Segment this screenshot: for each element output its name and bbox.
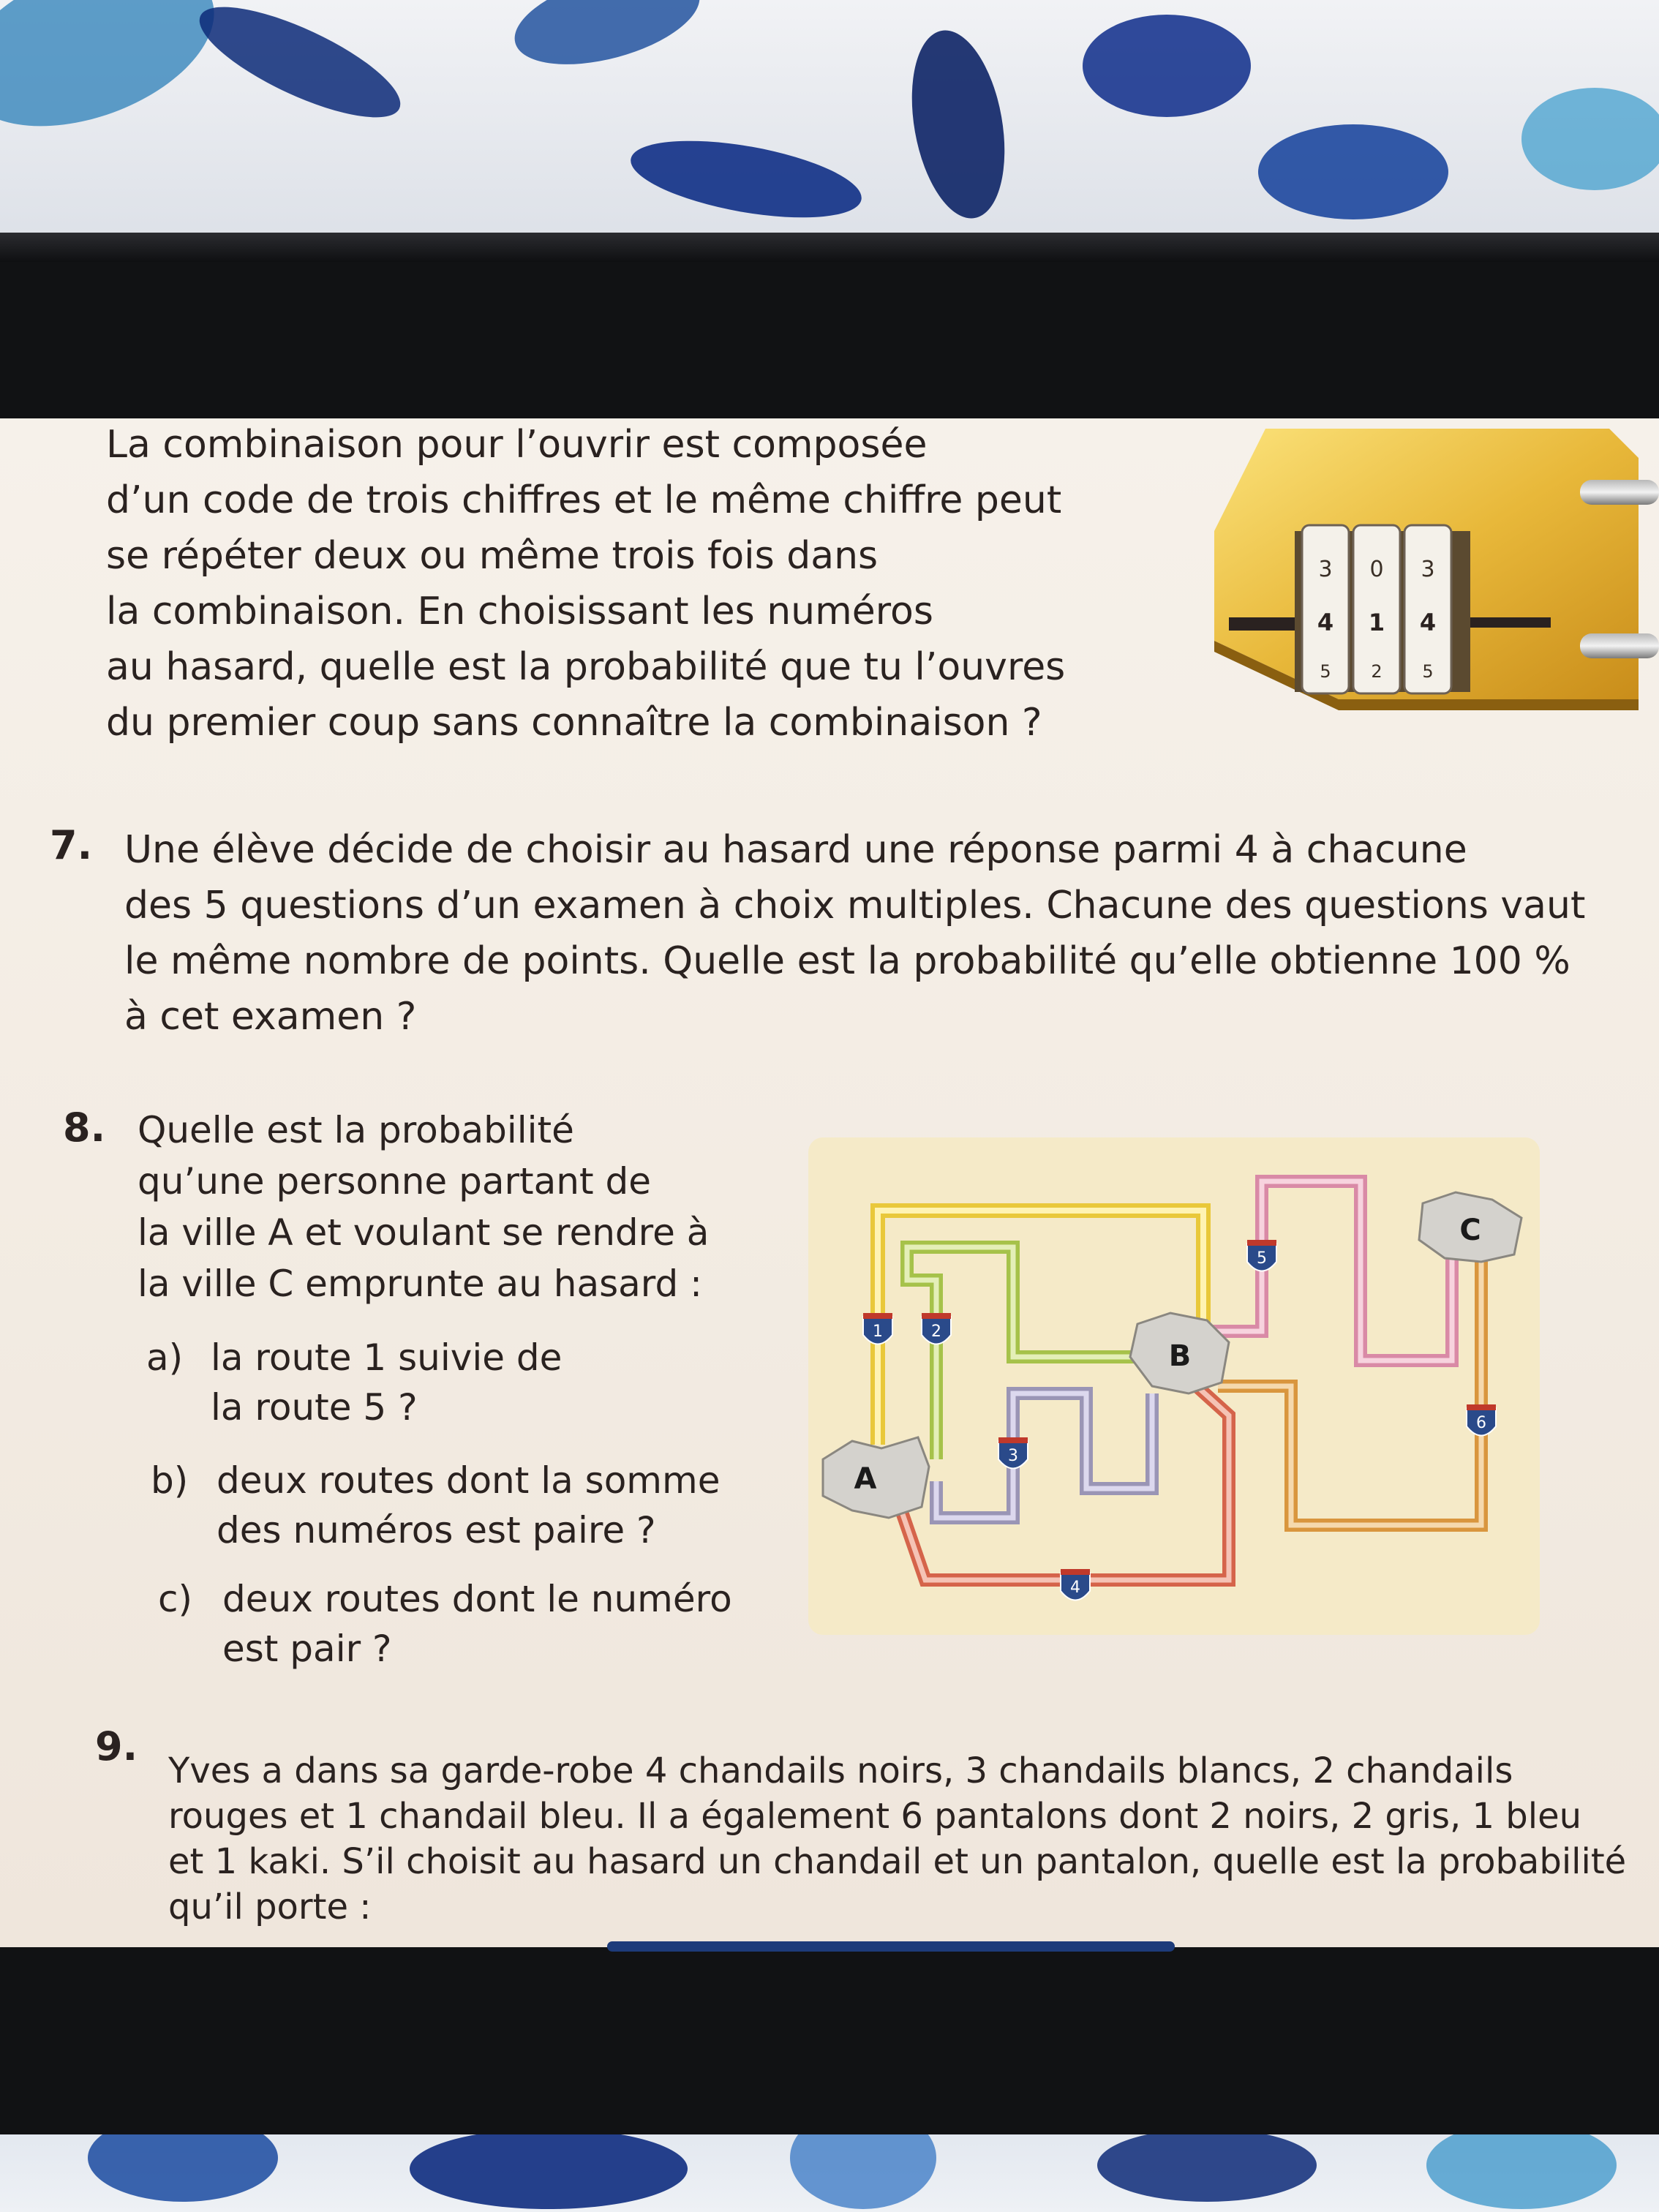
svg-text:4: 4 xyxy=(1070,1579,1080,1597)
lock-dials xyxy=(1302,525,1451,693)
text-line: deux routes dont la somme xyxy=(217,1459,721,1502)
lock-digit: 0 xyxy=(1369,557,1384,582)
text-line: Yves a dans sa garde-robe 4 chandails noirs, 3 chandails blancs, 2 chandails xyxy=(168,1750,1513,1791)
part-b-text xyxy=(217,1456,720,1555)
part-a-text xyxy=(211,1333,562,1432)
tablet-rim xyxy=(0,233,1659,262)
text-line: Quelle est la probabilité xyxy=(138,1109,574,1151)
text-line: la route 5 ? xyxy=(211,1386,418,1429)
question-7-number: 7. xyxy=(50,822,93,868)
text-line: et 1 kaki. S’il choisit au hasard un chandail et un pantalon, quelle est la probabilité xyxy=(168,1841,1627,1882)
text-line: des 5 questions d’un examen à choix multiples. Chacune des questions vaut xyxy=(124,884,1586,928)
text-line: des numéros est paire ? xyxy=(217,1509,656,1551)
question-9-number: 9. xyxy=(95,1723,138,1769)
lock-digit: 4 xyxy=(1419,609,1437,636)
lock-digit: 3 xyxy=(1318,557,1333,582)
text-line: qu’il porte : xyxy=(168,1886,372,1927)
svg-text:3: 3 xyxy=(1008,1447,1018,1465)
text-line: rouges et 1 chandail bleu. Il a également 6 pantalons dont 2 noirs, 2 gris, 1 bleu xyxy=(168,1796,1582,1837)
svg-text:5: 5 xyxy=(1257,1249,1267,1268)
fabric-background-top xyxy=(0,0,1659,241)
lock-digit: 5 xyxy=(1320,661,1331,682)
text-line: se répéter deux ou même trois fois dans xyxy=(106,534,879,578)
text-line: d’un code de trois chiffres et le même chiffre peut xyxy=(106,478,1062,522)
question-8-text xyxy=(138,1105,709,1309)
text-line: est pair ? xyxy=(222,1628,392,1670)
combination-lock-illustration xyxy=(1200,421,1659,721)
text-line: du premier coup sans connaître la combinaison ? xyxy=(106,701,1042,745)
route-3-shield xyxy=(998,1437,1028,1469)
question-8-number: 8. xyxy=(63,1105,106,1151)
part-a-label: a) xyxy=(146,1336,184,1379)
part-c-text xyxy=(222,1574,732,1674)
lock-digit: 2 xyxy=(1371,661,1382,682)
part-c-label: c) xyxy=(158,1578,192,1620)
question-7-text xyxy=(124,822,1585,1045)
text-line: qu’une personne partant de xyxy=(138,1160,651,1203)
text-line: le même nombre de points. Quelle est la probabilité qu’elle obtienne 100 % xyxy=(124,939,1570,983)
lock-digit: 3 xyxy=(1421,557,1435,582)
lock-digit: 1 xyxy=(1368,609,1385,636)
lock-digit: 4 xyxy=(1317,609,1334,636)
road-map-illustration xyxy=(808,1137,1540,1635)
home-indicator-bar[interactable] xyxy=(607,1941,1175,1952)
text-line: la ville C emprunte au hasard : xyxy=(138,1263,702,1305)
text-line: la ville A et voulant se rendre à xyxy=(138,1211,710,1254)
svg-text:6: 6 xyxy=(1476,1414,1486,1432)
route-6-shield xyxy=(1467,1404,1496,1436)
city-b-label: B xyxy=(1168,1339,1192,1373)
route-1-shield xyxy=(863,1313,892,1344)
city-c-label: C xyxy=(1459,1214,1481,1247)
text-line: au hasard, quelle est la probabilité que tu l’ouvres xyxy=(106,645,1066,689)
text-line: la route 1 suivie de xyxy=(211,1336,563,1379)
text-line: Une élève décide de choisir au hasard une réponse parmi 4 à chacune xyxy=(124,828,1467,872)
text-line: deux routes dont le numéro xyxy=(222,1578,732,1620)
city-a-label: A xyxy=(854,1462,877,1496)
text-line: la combinaison. En choisissant les numéros xyxy=(106,590,933,633)
part-b-label: b) xyxy=(151,1459,189,1502)
lock-digit: 5 xyxy=(1422,661,1434,682)
svg-text:2: 2 xyxy=(931,1323,941,1341)
text-line: La combinaison pour l’ouvrir est composée xyxy=(106,423,928,467)
route-2-shield xyxy=(922,1313,951,1344)
route-5-shield xyxy=(1247,1240,1276,1271)
question-9-text xyxy=(168,1748,1626,1930)
svg-text:1: 1 xyxy=(873,1323,883,1341)
question-6-text xyxy=(106,417,1065,750)
text-line: à cet examen ? xyxy=(124,995,417,1039)
route-4-shield xyxy=(1061,1569,1090,1600)
